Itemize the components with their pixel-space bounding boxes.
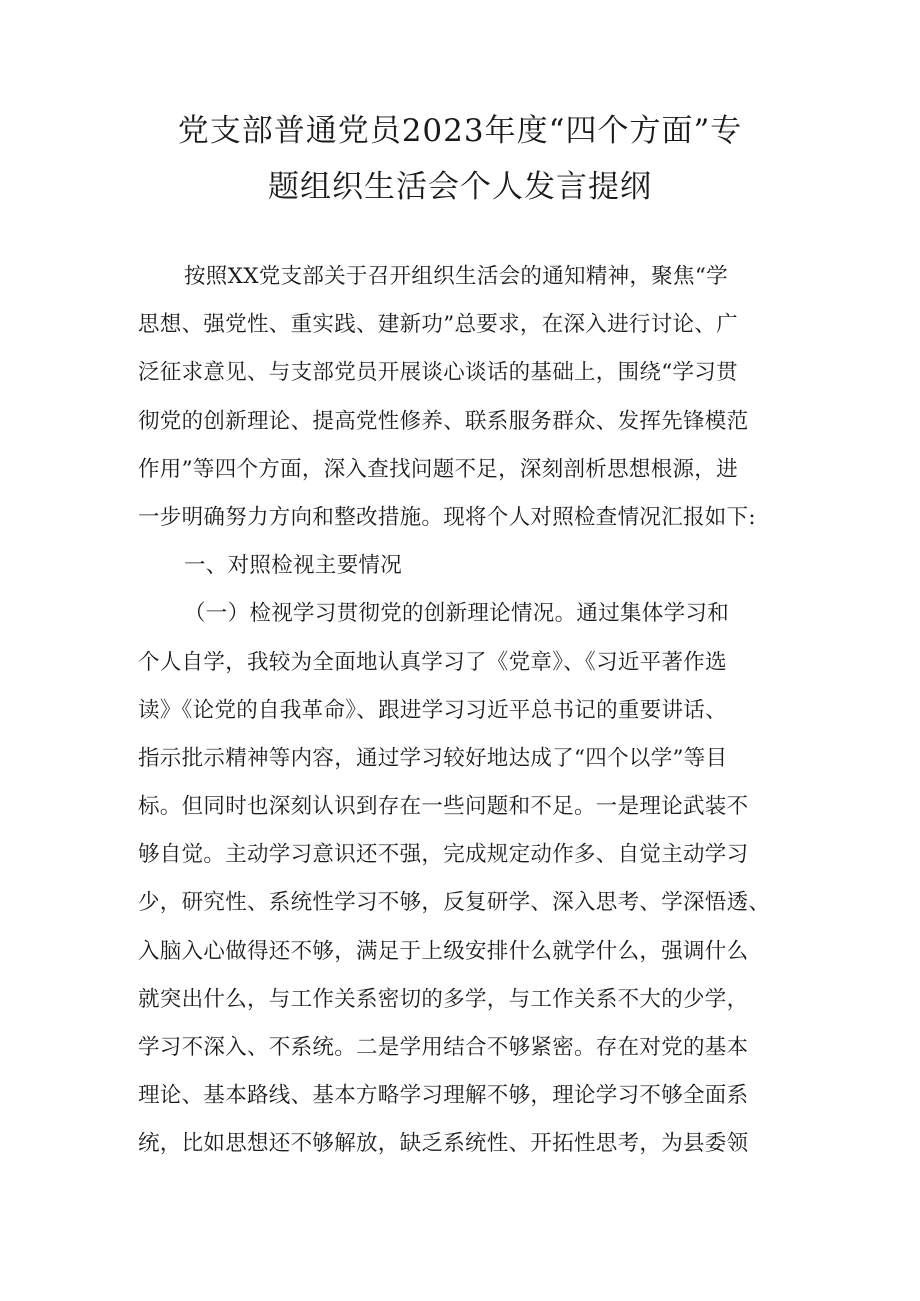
body-line: 个人自学，我较为全面地认真学习了《党章》、《习近平著作选 [138,649,727,675]
title-line-1: 党支部普通党员2023年度“四个方面”专 [177,113,743,149]
body-line: 入脑入心做得还不够，满足于上级安排什么就学什么，强调什么 [138,938,749,964]
body-line: 作用”等四个方面，深入查找问题不足，深刻剖析思想根源，进 [138,456,738,482]
body-line: 一步明确努力方向和整改措施。现将个人对照检查情况汇报如下: [138,504,756,530]
body-line: 理论、基本路线、基本方略学习理解不够，理论学习不够全面系 [138,1083,749,1109]
title-line-2: 题组织生活会个人发言提纲 [268,169,652,205]
body-line: 少，研究性、系统性学习不够，反复研学、深入思考、学深悟透、 [138,890,771,916]
body-line: 够自觉。主动学习意识还不强，完成规定动作多、自觉主动学习 [138,842,749,868]
body-line: （一）检视学习贯彻党的创新理论情况。通过集体学习和 [184,601,730,627]
body-line: 泛征求意见、与支部党员开展谈心谈话的基础上，围绕“学习贯 [138,360,738,386]
body-line: 指示批示精神等内容，通过学习较好地达成了“四个以学”等目 [138,745,728,771]
body-line: 统，比如思想还不够解放，缺乏系统性、开拓性思考，为县委领 [138,1131,749,1157]
body-line: 按照XX党支部关于召开组织生活会的通知精神，聚焦“学 [184,264,728,289]
body-line: 标。但同时也深刻认识到存在一些问题和不足。一是理论武装不 [138,794,749,820]
body-line: 一、对照检视主要情况 [184,553,403,579]
body-line: 学习不深入、不系统。二是学用结合不够紧密。存在对党的基本 [138,1035,749,1060]
body-line: 思想、强党性、重实践、建新功”总要求，在深入进行讨论、广 [138,312,738,338]
body-line: 就突出什么，与工作关系密切的多学，与工作关系不大的少学， [138,986,749,1012]
document-title [110,103,810,215]
body-line: 彻党的创新理论、提高党性修养、联系服务群众、发挥先锋模范 [138,408,749,434]
body-line: 读》《论党的自我革命》、跟进学习习近平总书记的重要讲话、 [138,697,727,723]
document-body [138,253,798,1169]
